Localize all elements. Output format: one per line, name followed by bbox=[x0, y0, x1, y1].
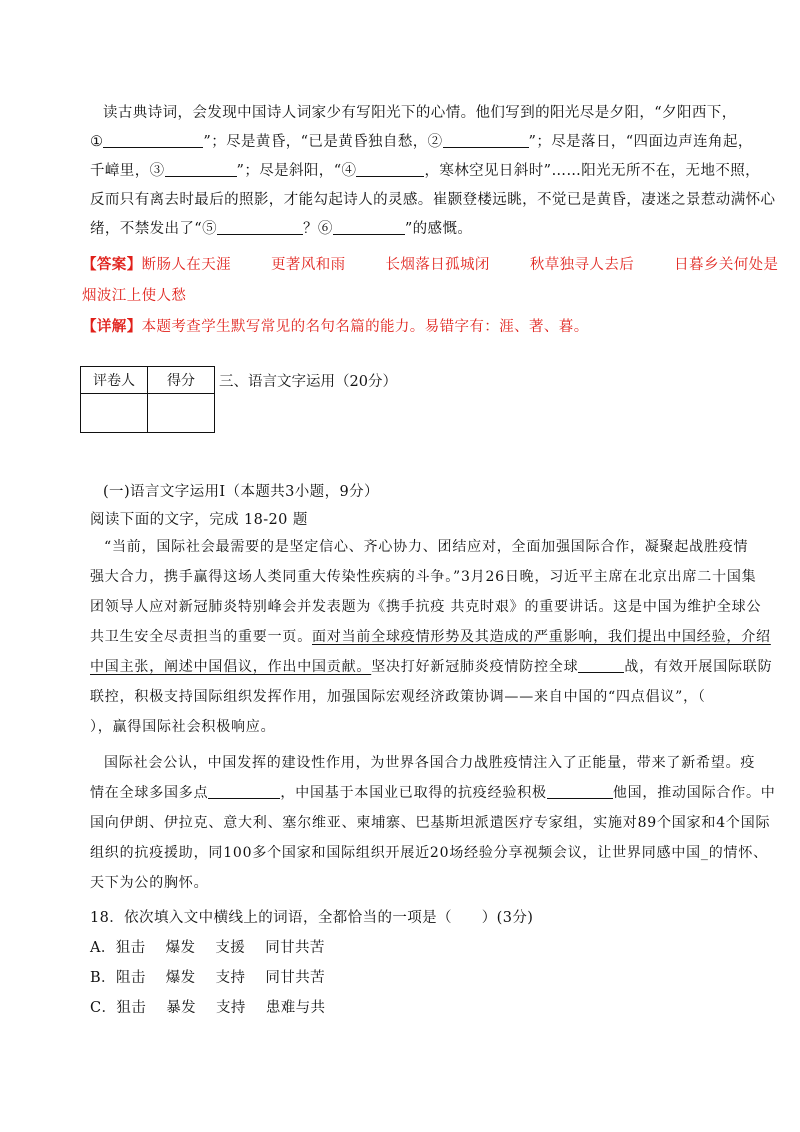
score-table-header-grader: 评卷人 bbox=[81, 367, 148, 394]
section-title: 三、语言文字运用（20分） bbox=[219, 374, 397, 390]
text: 情在全球多国多点 bbox=[90, 785, 209, 801]
fill-blank bbox=[547, 784, 613, 799]
answer-label: 【答案】 bbox=[82, 256, 142, 273]
option-word: 支持 bbox=[216, 1000, 246, 1016]
text: ？⑥ bbox=[303, 221, 333, 237]
fill-blank bbox=[103, 133, 203, 148]
answer-item: 秋草独寻人去后 bbox=[529, 257, 635, 273]
p3-line-3: 国向伊朗、伊拉克、意大利、塞尔维亚、柬埔寨、巴基斯坦派遣医疗专家组，实施对89个国家和4个国际 bbox=[90, 815, 771, 831]
p3-line-1: 国际社会公认，中国发挥的建设性作用，为世界各国合力战胜疫情注入了正能量，带来了新希望。疫 bbox=[104, 755, 756, 771]
text: ，寒林空见日斜时”……阳光无所不在，无地不照， bbox=[424, 163, 761, 179]
score-table-cell-grader bbox=[81, 394, 148, 433]
fill-blank bbox=[356, 162, 424, 177]
option-word: 暴发 bbox=[166, 1000, 197, 1016]
underlined-sentence: 面对当前全球疫情形势及其造成的严重影响，我们提出中国经验，介绍 bbox=[312, 629, 771, 645]
text: ”的感慨。 bbox=[404, 221, 473, 237]
p2-line-6: 联控，积极支持国际组织发挥作用，加强国际宏观经济政策协调——来自中国的“四点倡议”，（ bbox=[90, 689, 706, 705]
text: 千嶂里，③ bbox=[90, 163, 165, 179]
answer-line-cont: 烟波江上使人愁 bbox=[82, 288, 187, 304]
fill-blank bbox=[208, 784, 280, 799]
option-label: B． bbox=[90, 970, 116, 986]
p1-line-4: 反而只有离去时最后的照影，才能勾起诗人的灵感。崔颢登楼远眺，不觉已是黄昏，凄迷之景惹动满怀心 bbox=[90, 192, 776, 208]
answer-item: 断肠人在天涯 bbox=[141, 257, 232, 273]
sub-section-title: (一)语言文字运用Ⅰ（本题共3小题，9分） bbox=[103, 484, 379, 500]
option-word: 同甘共苦 bbox=[265, 940, 325, 956]
p2-line-2: 强大合力，携手赢得这场人类同重大传染性疾病的斗争。”3月26日晚，习近平主席在北京出席二十国集 bbox=[90, 569, 757, 585]
question-stem: 18．依次填入文中横线上的词语，全都恰当的一项是（ ）(3分) bbox=[90, 910, 534, 926]
answer-line bbox=[82, 253, 778, 274]
score-table bbox=[80, 366, 215, 433]
text: ”；尽是黄昏，“已是黄昏独自愁，② bbox=[203, 134, 443, 150]
underlined-sentence: 中国主张，阐述中国倡议，作出中国贡献。 bbox=[90, 659, 372, 675]
fill-blank bbox=[578, 658, 624, 673]
score-table-header-score: 得分 bbox=[148, 367, 215, 394]
option-label: A． bbox=[90, 940, 116, 956]
option-word: 阻击 bbox=[115, 970, 146, 986]
p1-line-1: 读古典诗词，会发现中国诗人词家少有写阳光下的心情。他们写到的阳光尽是夕阳，“夕阳西下， bbox=[103, 105, 737, 121]
instruction: 阅读下面的文字，完成 18-20 题 bbox=[90, 512, 308, 528]
option-word: 狙击 bbox=[116, 1000, 147, 1016]
option-a[interactable] bbox=[90, 936, 325, 957]
p2-line-4 bbox=[90, 626, 771, 646]
detail-label: 【详解】 bbox=[82, 318, 142, 335]
option-word: 患难与共 bbox=[265, 1000, 326, 1016]
p1-line-3 bbox=[90, 159, 760, 180]
option-word: 狙击 bbox=[115, 940, 146, 956]
p3-line-5: 天下为公的胸怀。 bbox=[90, 875, 209, 891]
answer-item: 日暮乡关何处是 bbox=[674, 257, 779, 273]
text: 绪，不禁发出了“⑤ bbox=[90, 221, 218, 237]
blank-label: ① bbox=[90, 134, 104, 150]
detail-line bbox=[82, 315, 589, 336]
fill-blank bbox=[443, 133, 529, 148]
text: 战，有效开展国际联防 bbox=[624, 659, 773, 675]
option-word: 爆发 bbox=[165, 970, 196, 986]
option-label: C． bbox=[90, 1000, 117, 1016]
p3-line-2 bbox=[90, 782, 776, 802]
p3-line-4: 组织的抗疫援助，同100多个国家和国际组织开展近20场经验分享视频会议，让世界同感中国_的情怀、 bbox=[90, 845, 768, 861]
text: 坚决打好新冠肺炎疫情防控全球 bbox=[371, 659, 579, 675]
fill-blank bbox=[333, 220, 405, 235]
text: 共卫生安全尽责担当的重要一页。 bbox=[90, 629, 312, 645]
text: ”；尽是落日，“四面边声连角起， bbox=[528, 134, 753, 150]
detail-text: 本题考查学生默写常见的名句名篇的能力。易错字有：涯、著、暮。 bbox=[141, 319, 589, 335]
p2-line-5 bbox=[90, 656, 772, 676]
answer-item: 更著风和雨 bbox=[271, 257, 346, 273]
answer-item: 长烟落日孤城闭 bbox=[385, 257, 490, 273]
text: 他国，推动国际合作。中 bbox=[612, 785, 776, 801]
option-word: 支持 bbox=[215, 970, 246, 986]
p2-line-7: ），赢得国际社会积极响应。 bbox=[90, 719, 276, 735]
option-word: 支援 bbox=[215, 940, 246, 956]
p2-line-3: 团领导人应对新冠肺炎特别峰会并发表题为《携手抗疫 共克时艰》的重要讲话。这是中国为维护全球公 bbox=[90, 599, 762, 615]
text: ”；尽是斜阳，“④ bbox=[236, 163, 357, 179]
p2-line-1: “当前，国际社会最需要的是坚定信心、齐心协力、团结应对，全面加强国际合作，凝聚起战胜疫情 bbox=[104, 539, 749, 555]
option-word: 同甘共苦 bbox=[265, 970, 326, 986]
text: ，中国基于本国业已取得的抗疫经验积极 bbox=[280, 785, 547, 801]
fill-blank bbox=[217, 220, 303, 235]
p1-line-5 bbox=[90, 217, 472, 238]
score-table-cell-score bbox=[148, 394, 215, 433]
option-c[interactable] bbox=[90, 996, 325, 1017]
p1-line-2 bbox=[90, 130, 753, 151]
option-word: 爆发 bbox=[165, 940, 196, 956]
option-b[interactable] bbox=[90, 966, 325, 987]
fill-blank bbox=[165, 162, 237, 177]
